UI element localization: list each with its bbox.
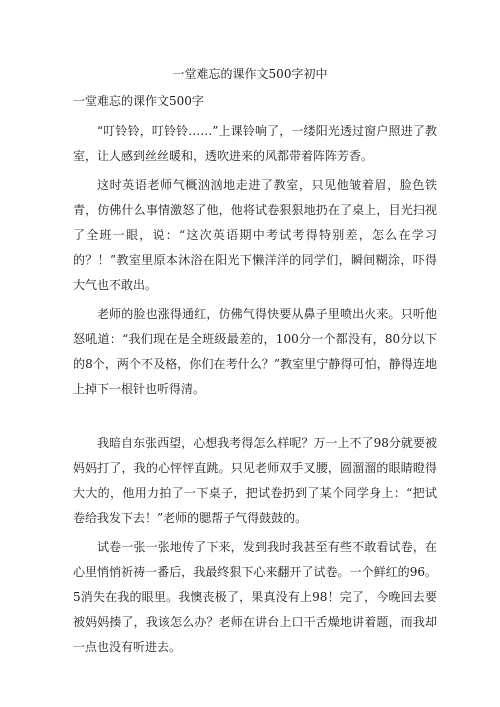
paragraph-5: 试卷一张一张地传了下来，发到我时我甚至有些不敢看试卷，在心里悄悄祈祷一番后，我最终狠下心来翻开了试卷。一个鲜红的96。5消失在我的眼里。我懊丧极了，果真没有上98！完了，今晚回去要被妈妈揍了，我该怎么办？老师在讲台上口干舌燥地讲着题，而我却一点也没有听进去。 <box>73 539 437 655</box>
paragraph-2: 这时英语老师气概汹汹地走进了教室，只见他皱着眉，脸色铁青，仿佛什么事情激怒了他，他将试卷狠狠地扔在了桌上，目光扫视了全班一眼，说：“这次英语期中考试考得特别差，怎么在学习的？！”教室里原本沐浴在阳光下懒洋洋的同学们，瞬间糊涂，吓得大气也不敢出。 <box>73 177 437 293</box>
document-title: 一堂难忘的课作文500字初中 <box>172 67 328 81</box>
paragraph-3: 老师的脸也涨得通红，仿佛气得快要从鼻子里喷出火来。只听他怒吼道：“我们现在是全班级最差的，100分一个都没有，80分以下的8个，两个不及格，你们在考什么？”教室里宁静得可怕，静得连地上掉下一根针也听得清。 <box>73 306 437 397</box>
document-body <box>73 119 437 661</box>
paragraph-4: 我暗自东张西望，心想我考得怎么样呢？万一上不了98分就要被妈妈打了，我的心怦怦直跳。只见老师双手叉腰，圆溜溜的眼睛瞪得大大的，他用力拍了一下桌子，把试卷扔到了某个同学身上：“把试卷给我发下去！”老师的腮帮子气得鼓鼓的。 <box>73 435 437 526</box>
paragraph-1: “叮铃铃，叮铃铃……”上课铃响了，一缕阳光透过窗户照进了教室，让人感到丝丝暖和，透吹进来的风都带着阵阵芳香。 <box>73 124 437 164</box>
document-subtitle: 一堂难忘的课作文500字 <box>73 94 204 108</box>
